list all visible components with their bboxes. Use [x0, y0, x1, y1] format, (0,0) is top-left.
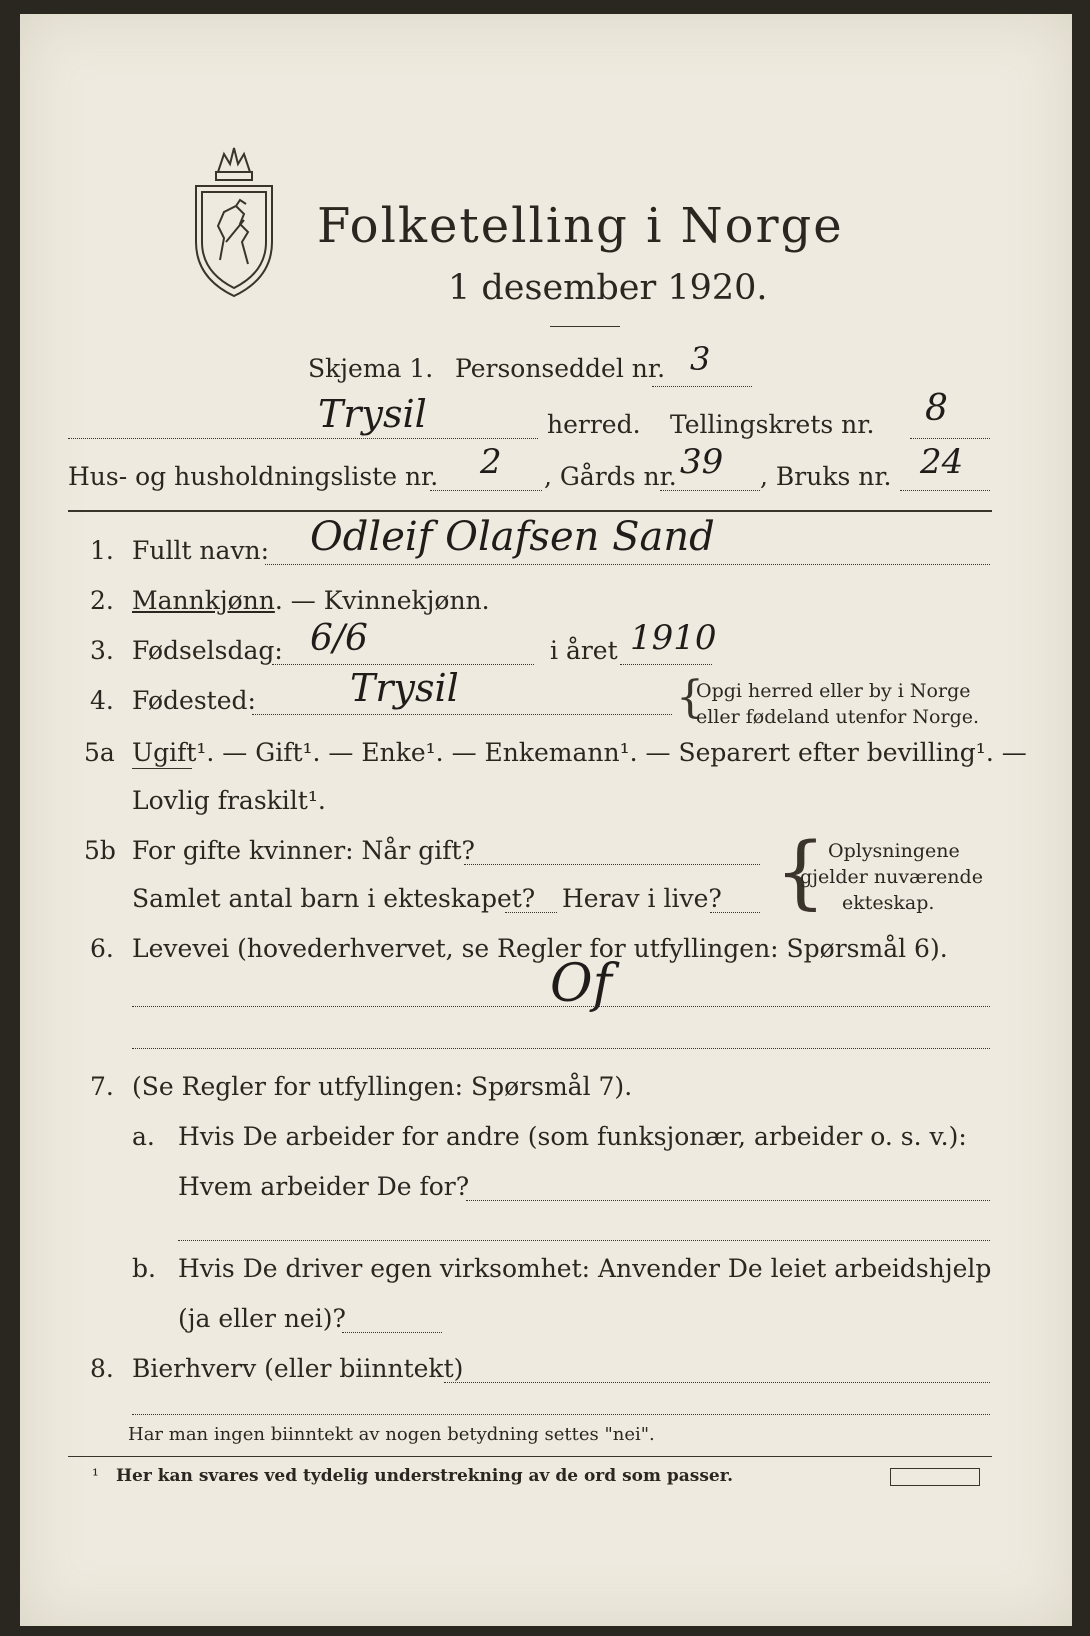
header-rule	[68, 510, 992, 512]
hus-value: 2	[480, 442, 502, 482]
male-option: Mannkjønn	[132, 586, 275, 615]
q8-label: Bierhverv (eller biinntekt)	[132, 1354, 464, 1383]
skjema-label: Skjema 1.	[308, 354, 434, 383]
personseddel-value: 3	[690, 340, 711, 378]
bruks-value: 24	[920, 442, 964, 482]
ugift-underline	[132, 768, 192, 769]
q5b-note2: gjelder nuværende	[800, 866, 983, 888]
tellingskrets-label: Tellingskrets nr.	[670, 410, 875, 439]
q5b-label2: Samlet antal barn i ekteskapet?	[132, 884, 536, 913]
q5b-note3: ekteskap.	[842, 892, 935, 914]
q5a-number: 5a	[84, 738, 115, 767]
q7b-letter: b.	[132, 1254, 156, 1283]
q1-label: Fullt navn:	[132, 536, 270, 565]
bruks-label: , Bruks nr.	[760, 462, 892, 491]
q7a-letter: a.	[132, 1122, 155, 1151]
q5a-options-2: Lovlig fraskilt¹.	[132, 786, 326, 815]
q7a-text1: Hvis De arbeider for andre (som funksjonær, arbeider o. s. v.):	[178, 1122, 967, 1151]
coat-of-arms-icon	[190, 142, 278, 300]
gards-value: 39	[680, 442, 724, 482]
title-divider	[550, 326, 620, 327]
q2-number: 2.	[90, 586, 114, 615]
q5a-options: Ugift¹. — Gift¹. — Enke¹. — Enkemann¹. — Separert efter bevilling¹. —	[132, 738, 1027, 767]
q5b-label3: Herav i live?	[562, 884, 722, 913]
gards-label: , Gårds nr.	[544, 462, 677, 491]
q2-options: Mannkjønn. — Kvinnekjønn.	[132, 586, 490, 615]
form-title: Folketelling i Norge	[317, 198, 844, 254]
q7a-text2: Hvem arbeider De for?	[178, 1172, 470, 1201]
q6-label: Levevei (hovederhvervet, se Regler for utfyllingen: Spørsmål 6).	[132, 934, 948, 963]
birthdate-value: 6/6	[310, 618, 368, 659]
personseddel-label: Personseddel nr.	[455, 354, 666, 383]
q7b-text1: Hvis De driver egen virksomhet: Anvender De leiet arbeidshjelp	[178, 1254, 992, 1283]
q7b-text2: (ja eller nei)?	[178, 1304, 346, 1333]
printer-stamp	[890, 1468, 980, 1486]
hus-label: Hus- og husholdningsliste nr.	[68, 462, 439, 491]
q4-number: 4.	[90, 686, 114, 715]
form-subtitle: 1 desember 1920.	[448, 268, 768, 308]
q8-number: 8.	[90, 1354, 114, 1383]
birth-year-value: 1910	[630, 618, 717, 658]
q5b-number: 5b	[84, 836, 116, 865]
q7-number: 7.	[90, 1072, 114, 1101]
q3-number: 3.	[90, 636, 114, 665]
census-form: Folketelling i Norge 1 desember 1920. Skjema 1. Personseddel nr. 3 Trysil herred. Tellingskrets nr. 8 Hus- og husholdningsliste nr. 2 , Gårds nr. 39 , Bruks nr. 24 1. Fullt navn: Odleif Olafsen Sand 2. Mannkjønn. — Kvinnekjønn. 3. Fødselsdag: 6/6 i året 1910 4. Fødested: Trysil { Opgi herred eller by i Norge eller fødeland utenfor Norge. 5a Ugift¹. — Gift¹. — Enke¹. — Enkemann¹. — Separert efter bevilling¹. — Lovlig fraskilt¹. 5b For gifte kvinner: Når gift? Samlet antal barn i ekteskapet? Herav i live? { Oplysningene gjelder nuværende ekteskap. 6. Levevei (hovederhvervet, se Regler for utfyllingen: Spørsmål 6). Of 7. (Se Regler for utfyllingen: Spørsmål 7). a. Hvis De arbeider for andre (som funksjonær, arbeider o. s. v.): Hvem arbeider De for? b. Hvis De driver egen virksomhet: Anvender De leiet arbeidshjelp (ja eller nei)? 8. Bierhverv (eller biinntekt) Har man ingen biinntekt av nogen betydning settes "nei". ¹ Her kan svares ved tydelig understrekning av de ord som passer.	[20, 14, 1072, 1626]
q1-number: 1.	[90, 536, 114, 565]
tellingskrets-value: 8	[925, 388, 948, 429]
herred-label: herred.	[547, 410, 641, 439]
footnote-mark: ¹	[92, 1466, 99, 1486]
q4-label: Fødested:	[132, 686, 256, 715]
q4-note-line1: Opgi herred eller by i Norge	[696, 680, 971, 702]
birthplace-value: Trysil	[350, 666, 459, 710]
q6-number: 6.	[90, 934, 114, 963]
biinntekt-note: Har man ingen biinntekt av nogen betydning settes "nei".	[128, 1424, 655, 1445]
q3-label: Fødselsdag:	[132, 636, 283, 665]
q7-label: (Se Regler for utfyllingen: Spørsmål 7).	[132, 1072, 633, 1101]
q4-note-line2: eller fødeland utenfor Norge.	[696, 706, 980, 728]
q3-year-label: i året	[550, 636, 618, 665]
footnote-text: Her kan svares ved tydelig understrekning av de ord som passer.	[116, 1466, 734, 1486]
herred-value: Trysil	[318, 392, 427, 436]
full-name-value: Odleif Olafsen Sand	[310, 514, 715, 560]
occupation-value: Of	[550, 954, 612, 1014]
q5b-note1: Oplysningene	[828, 840, 960, 862]
q5b-label1: For gifte kvinner: Når gift?	[132, 836, 475, 865]
female-option: Kvinnekjønn	[323, 586, 482, 615]
footer-rule	[68, 1456, 992, 1457]
